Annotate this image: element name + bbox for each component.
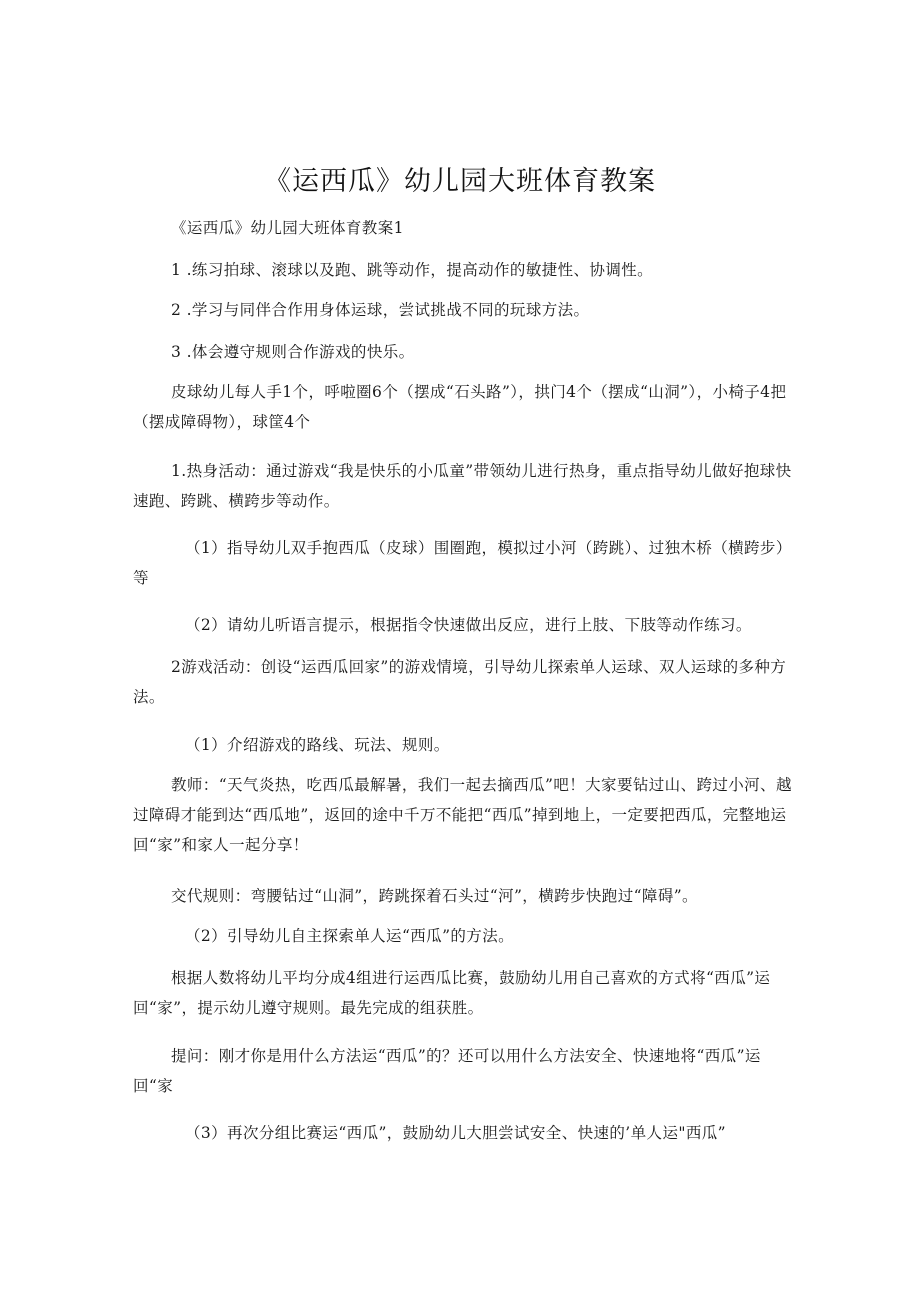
goal-item-1: 1 .练习拍球、滚球以及跑、跳等动作，提高动作的敏捷性、协调性。 (171, 261, 654, 279)
goal-item-2: 2 .学习与同伴合作用身体运球，尝试挑战不同的玩球方法。 (171, 301, 590, 319)
teacher-speech-paragraph: 教师：“天气炎热，吃西瓜最解暑，我们一起去摘西瓜”吧！大家要钻过山、跨过小河、越过障碍才能到达“西瓜地”，返回的途中千万不能把“西瓜”掉到地上，一定要把西瓜，完整地运回“家”和家人一起分享！ (133, 776, 792, 854)
warmup-step-1: （1）指导幼儿双手抱西瓜（皮球）围圈跑，模拟过小河（跨跳）、过独木桥（横跨步）等 (133, 539, 792, 587)
warmup-paragraph: 1.热身活动：通过游戏“我是快乐的小瓜童”带领幼儿进行热身，重点指导幼儿做好抱球快速跑、跨跳、横跨步等动作。 (133, 462, 792, 510)
goal-item-3: 3 .体会遵守规则合作游戏的快乐。 (171, 343, 415, 361)
game-step-3: （3）再次分组比赛运“西瓜”，鼓励幼儿大胆尝试安全、快速的’单人运"西瓜” (185, 1124, 726, 1142)
game-step-1: （1）介绍游戏的路线、玩法、规则。 (185, 736, 450, 754)
game-activity-paragraph: 2游戏活动：创设“运西瓜回家”的游戏情境，引导幼儿探索单人运球、双人运球的多种方法。 (133, 658, 787, 706)
game-step-2: （2）引导幼儿自主探索单人运“西瓜”的方法。 (185, 927, 515, 945)
rules-paragraph: 交代规则：弯腰钻过“山洞”，跨跳探着石头过“河”，横跨步快跑过“障碍”。 (171, 887, 698, 905)
materials-paragraph: 皮球幼儿每人手1个，呼啦圈6个（摆成“石头路”），拱门4个（摆成“山洞”），小椅子4把（摆成障碍物），球筐4个 (133, 383, 787, 431)
section-heading: 《运西瓜》幼儿园大班体育教案1 (171, 219, 404, 237)
warmup-step-2: （2）请幼儿听语言提示，根据指令快速做出反应，进行上肢、下肢等动作练习。 (185, 616, 752, 634)
document-title: 《运西瓜》幼儿园大班体育教案 (264, 166, 656, 197)
competition-paragraph: 根据人数将幼儿平均分成4组进行运西瓜比赛，鼓励幼儿用自己喜欢的方式将“西瓜”运回“家”，提示幼儿遵守规则。最先完成的组获胜。 (133, 969, 771, 1017)
question-paragraph: 提问：刚才你是用什么方法运“西瓜”的？还可以用什么方法安全、快速地将“西瓜”运回“家 (133, 1047, 761, 1095)
